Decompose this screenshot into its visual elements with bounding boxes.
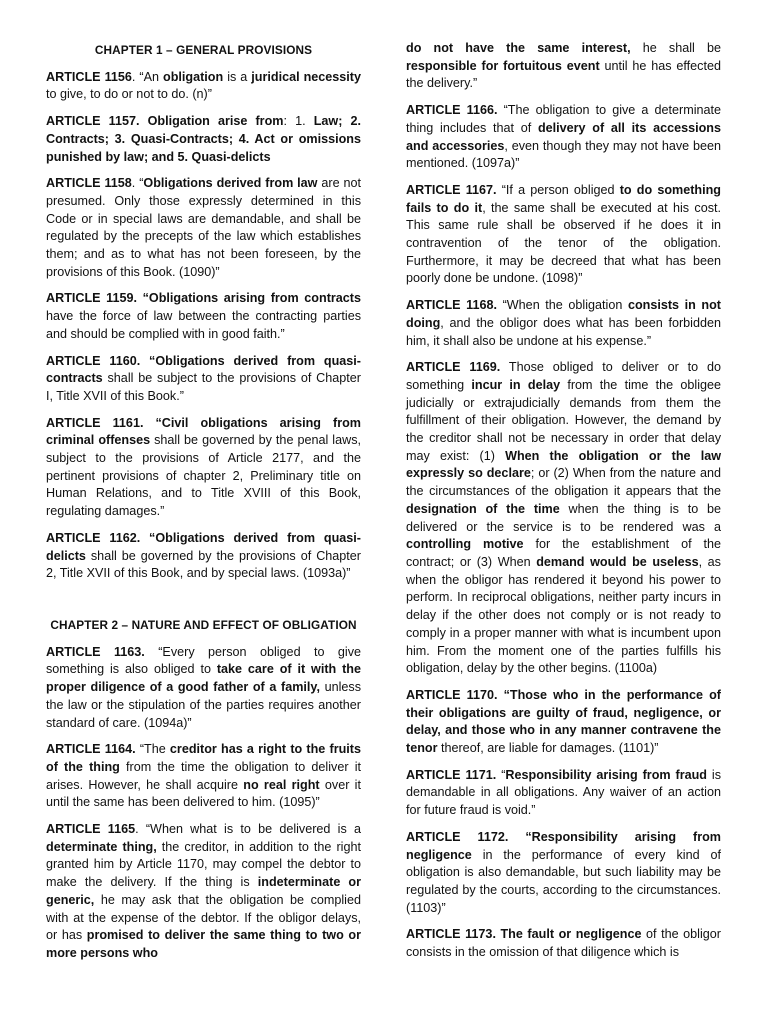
article-paragraph <box>406 297 721 350</box>
article-paragraph <box>46 175 361 281</box>
bold-run: ARTICLE 1156 <box>46 69 132 84</box>
text-run: shall be subject to the provisions of Chapter I, Title XVII of this Book.” <box>46 371 361 403</box>
bold-run: to do something fails to do it <box>406 182 721 215</box>
article-paragraph <box>46 741 361 812</box>
article-paragraph <box>406 829 721 918</box>
text-run: the creditor, in addition to the right granted him by Article 1170, may compel the debtor to make the delivery. If the thing is <box>46 839 361 890</box>
text-run: “The <box>135 742 170 757</box>
article-paragraph <box>406 767 721 820</box>
bold-run: ARTICLE 1157. Obligation arise from <box>46 114 284 129</box>
text-run: over it until the same has been delivered to him. (1095)” <box>46 777 361 810</box>
text-run: of the obligor consists in the omission of that diligence which is <box>406 927 721 960</box>
bold-run: consists in not doing <box>406 298 722 330</box>
text-run: . “When what is to be delivered is a <box>135 822 361 837</box>
text-run: . “An <box>131 69 164 84</box>
text-run: “Every person obliged to give something is also obliged to <box>46 644 362 677</box>
article-paragraph <box>46 821 361 963</box>
bold-run: ARTICLE 1167. <box>406 182 497 197</box>
bold-run: obligation <box>163 69 224 84</box>
bold-run: juridical necessity <box>251 69 361 84</box>
bold-run: ARTICLE 1162. “Obligations derived from quasi-delicts <box>46 530 361 563</box>
text-run: when the thing is to be delivered or the service is to be rendered was a <box>406 501 721 534</box>
bold-run: ARTICLE 1159. “Obligations arising from contracts <box>46 291 361 306</box>
text-run: are not presumed. Only those expressly determined in this Code or in special laws are demandable, and shall be regulated by the precepts of the law which establishes them; and as to what has not been foreseen, by the provisions of this Book. (1090)” <box>46 176 361 279</box>
bold-run: ARTICLE 1169. <box>406 360 501 375</box>
bold-run: ARTICLE 1166. <box>406 103 498 118</box>
text-run: . “ <box>131 176 144 191</box>
text-run: thereof, are liable for damages. (1101)” <box>437 741 659 756</box>
text-run: have the force of law between the contracting parties and should be complied with in good faith.” <box>46 309 361 341</box>
bold-run: Responsibility arising from fraud <box>505 767 707 782</box>
bold-run: ARTICLE 1161. “Civil obligations arising from criminal offenses <box>46 415 361 448</box>
bold-run: ARTICLE 1173. The fault or negligence <box>406 927 642 942</box>
text-run: Those obliged to deliver or to do something <box>406 360 722 392</box>
article-paragraph <box>46 353 361 406</box>
chapter-heading: CHAPTER 1 – GENERAL PROVISIONS <box>94 43 313 57</box>
article-paragraph <box>406 102 721 173</box>
text-run: “ <box>496 767 506 782</box>
article-paragraph <box>406 687 721 758</box>
bold-run: incur in delay <box>471 377 561 392</box>
bold-run: Obligations derived from law <box>143 176 318 191</box>
text-run: : 1. <box>283 114 314 129</box>
text-run: he shall be <box>630 41 721 55</box>
article-paragraph <box>406 40 721 93</box>
article-paragraph <box>46 69 361 104</box>
text-run: until he has effected the delivery.” <box>406 58 721 91</box>
bold-run: When the obligation or the law expressly so declare <box>406 448 722 481</box>
text-run: , as when the obligor has rendered it beyond his power to perform. In reciprocal obligations, neither party incurs in delay if the other does not comply or is not ready to comply in a proper manner with what is incumbent upon him. From the moment one of the parties fulfills his obligation, delay by the other begins. (1100a) <box>406 554 721 676</box>
text-run: “When the obligation <box>497 298 628 313</box>
article-paragraph <box>406 359 721 678</box>
text-run: , the same shall be executed at his cost. This same rule shall be observed if he does it in contravention of the tenor of the obligation. Furthermore, it may be decreed that what has been poorly done be undone. (1098)” <box>406 200 721 286</box>
text-run: from the time the obligation to deliver it arises. However, he shall acquire <box>46 759 361 792</box>
bold-run: ARTICLE 1170. “Those who in the performance of their obligations are guilty of fraud, negligence, or delay, and those who in any manner contravene the tenor <box>406 687 721 756</box>
text-run: ; or (2) When from the nature and the circumstances of the obligation it appears that the <box>406 466 721 499</box>
bold-run: delivery of all its accessions and accessories <box>406 120 721 153</box>
article-paragraph <box>46 530 361 583</box>
bold-run: designation of the time <box>406 501 560 516</box>
article-paragraph <box>46 113 361 166</box>
bold-run: promised to deliver the same thing to two or more persons who <box>46 928 361 960</box>
text-run: from the time the obligee judicially or extrajudicially demands from them the fulfillment of their obligation. However, the demand by the creditor shall not be necessary in order that delay may exist: (1) <box>406 377 722 463</box>
bold-run: Law; 2. Contracts; 3. Quasi-Contracts; 4. Act or omissions punished by law; and 5. Quasi-delicts <box>46 114 361 164</box>
article-paragraph <box>46 644 361 733</box>
text-run: , even though they may not have been mentioned. (1097a)” <box>406 138 721 171</box>
bold-run: ARTICLE 1172. “Responsibility arising from negligence <box>406 829 721 862</box>
text-run: is demandable in all obligations. Any waiver of an action for future fraud is void.” <box>406 767 722 818</box>
text-run: shall be governed by the provisions of Chapter 2, Title XVII of this Book, and by special laws. (1093a)” <box>46 548 361 581</box>
bold-run: ARTICLE 1165 <box>46 822 136 837</box>
text-run: “The obligation to give a determinate thing includes that of <box>406 103 722 135</box>
bold-run: ARTICLE 1168. <box>406 298 497 313</box>
bold-run: indeterminate or generic, <box>46 875 362 907</box>
bold-run: do not have the same interest, <box>406 41 631 55</box>
text-run: in the performance of every kind of obligation is also demandable, but such liability may be regulated by the courts, according to the circumstances. (1103)” <box>406 847 721 915</box>
bold-run: creditor has a right to the fruits of the thing <box>46 742 361 774</box>
left-column <box>46 40 361 972</box>
bold-run: ARTICLE 1164. <box>46 742 136 757</box>
article-paragraph <box>406 926 721 961</box>
text-run: , and the obligor does what has been forbidden him, it shall also be undone at his expense.” <box>406 315 721 348</box>
article-paragraph <box>46 415 361 521</box>
text-run: to give, to do or not to do. (n)” <box>46 87 212 102</box>
bold-run: no real right <box>243 777 320 792</box>
bold-run: ARTICLE 1158 <box>46 176 132 191</box>
bold-run: responsible for fortuitous event <box>406 58 600 73</box>
bold-run: ARTICLE 1160. “Obligations derived from quasi-contracts <box>46 353 361 386</box>
bold-run: controlling motive <box>406 537 524 552</box>
bold-run: take care of it with the proper diligence of a good father of a family, <box>46 662 361 695</box>
text-run: for the establishment of the contract; or (3) When <box>406 537 721 569</box>
text-run: is a <box>223 69 252 84</box>
text-run: he may ask that the obligation be complied with at the expense of the debtor. If the obligor delays, or has <box>46 892 361 943</box>
article-paragraph <box>46 290 361 343</box>
bold-run: ARTICLE 1163. <box>46 644 145 659</box>
right-column <box>406 40 721 971</box>
text-run: unless the law or the stipulation of the parties requires another standard of care. (1094a)” <box>46 680 361 730</box>
bold-run: determinate thing, <box>46 839 157 854</box>
bold-run: ARTICLE 1171. <box>406 767 497 782</box>
text-run: shall be governed by the penal laws, subject to the provisions of Article 2177, and the pertinent provisions of chapter 2, Preliminary title on Human Relations, and to Title XVIII of this Book, regulating damages.” <box>46 433 361 519</box>
bold-run: demand would be useless <box>536 554 699 569</box>
text-run: “If a person obliged <box>496 182 620 197</box>
chapter-heading: CHAPTER 2 – NATURE AND EFFECT OF OBLIGATION <box>50 617 357 632</box>
article-paragraph <box>406 182 721 288</box>
